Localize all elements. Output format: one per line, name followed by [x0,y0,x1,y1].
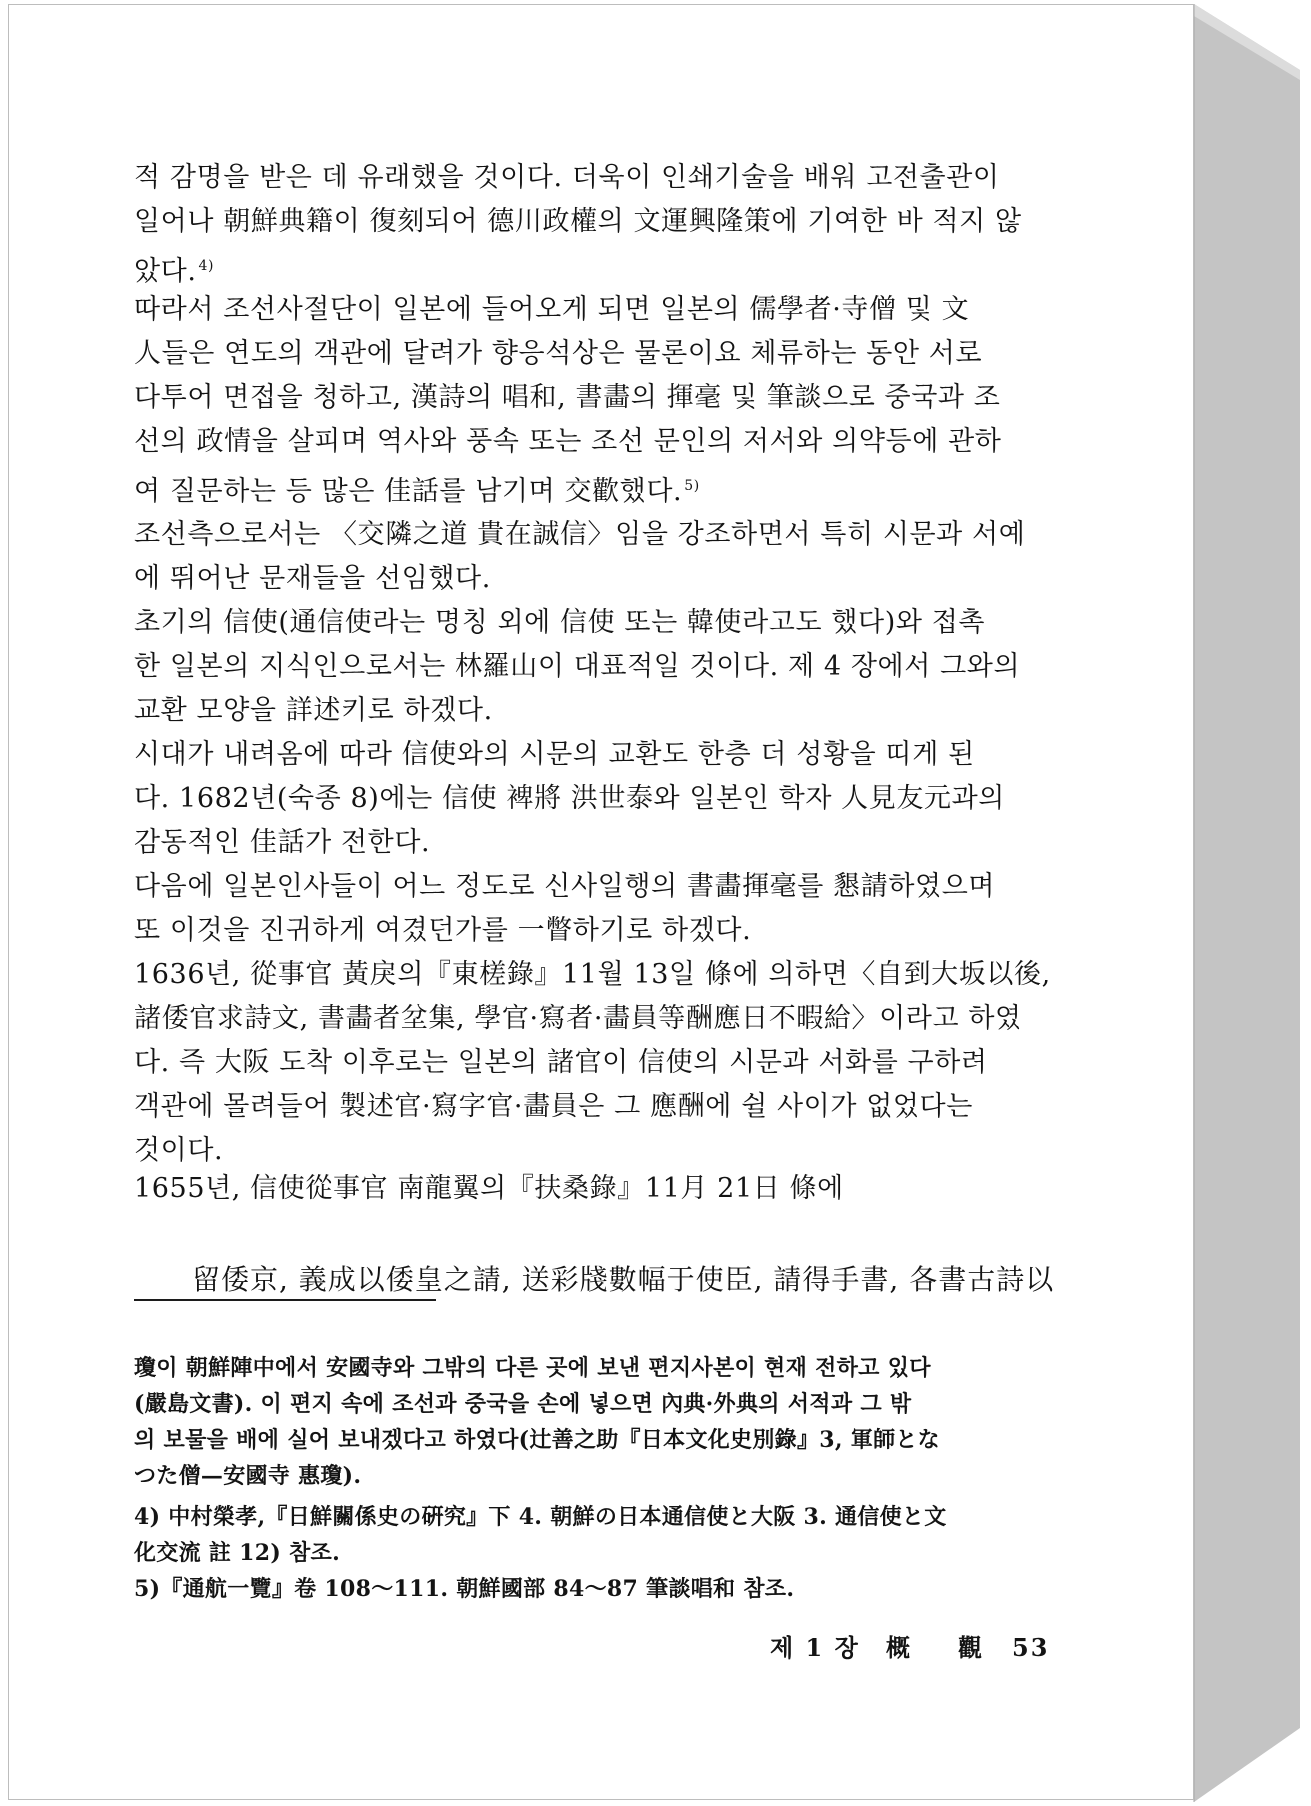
body-line-8: 여 질문하는 등 많은 佳話를 남기며 交歡했다. $^{5)}$ [134,476,700,507]
quotation-line: 留倭京, 義成以倭皇之請, 送彩牋數幅于使臣, 請得手書, 各書古詩以 [192,1263,1055,1296]
body-line-5: 人들은 연도의 객관에 달려가 향응석상은 물론이요 체류하는 동안 서로 [134,338,983,369]
body-line-14: 시대가 내려옴에 따라 信使와의 시문의 교환도 한층 더 성황을 띠게 된 [134,739,975,770]
body-line-13: 교환 모양을 詳述키로 하겠다. [134,695,493,726]
body-line-21: 다. 즉 大阪 도착 이후로는 일본의 諸官이 信使의 시문과 서화를 구하려 [134,1047,988,1078]
running-footer-chapter: 제 1 장 [770,1633,860,1662]
footnote-5: 5)『通航一覽』卷 108〜111. 朝鮮國部 84〜87 筆談唱和 참조. [134,1576,795,1602]
running-footer-title-2: 觀 [958,1633,984,1662]
body-line-19: 1636년, 從事官 黃戾의『東槎錄』11월 13일 條에 의하면〈自到大坂以後, [134,959,1051,990]
body-line-18: 또 이것을 진귀하게 여겼던가를 一瞥하기로 하겠다. [134,915,752,946]
page-number: 53 [1012,1633,1050,1662]
footnote-divider [134,1299,436,1301]
body-line-16: 감동적인 佳話가 전한다. [134,827,431,858]
body-line-6: 다투어 면접을 청하고, 漢詩의 唱和, 書畵의 揮毫 및 筆談으로 중국과 조 [134,382,1001,413]
body-line-4: 따라서 조선사절단이 일본에 들어오게 되면 일본의 儒學者·寺僧 및 文 [134,294,970,325]
body-line-24: 1655년, 信使從事官 南龍翼의『扶桑錄』11月 21日 條에 [134,1173,844,1204]
body-line-1: 적 감명을 받은 데 유래했을 것이다. 더욱이 인쇄기술을 배워 고전출관이 [134,162,1000,193]
body-line-17: 다음에 일본인사들이 어느 정도로 신사일행의 書畵揮毫를 懇請하였으며 [134,871,996,902]
footnote-4-continued: 化交流 註 12) 참조. [134,1540,341,1566]
body-line-7: 선의 政情을 살피며 역사와 풍속 또는 조선 문인의 저서와 의약등에 관하 [134,426,1002,457]
body-line-12: 한 일본의 지식인으로서는 林羅山이 대표적일 것이다. 제 4 장에서 그와의 [134,651,1021,682]
body-line-3: 았다. $^{4)}$ [134,256,215,287]
footnote-ref-5: 5) [684,478,700,494]
footnote-4: 4) 中村榮孝,『日鮮關係史の硏究』下 4. 朝鮮の日本通信使と大阪 3. 通信使と文 [134,1504,947,1530]
body-line-10: 에 뛰어난 문재들을 선임했다. [134,563,491,594]
body-line-15: 다. 1682년(숙종 8)에는 信使 裨將 洪世泰와 일본인 학자 人見友元과의 [134,783,1005,814]
footnote-line-1: 瓊이 朝鮮陣中에서 安國寺와 그밖의 다른 곳에 보낸 편지사본이 현재 전하고 있다 [134,1355,931,1381]
body-line-2: 일어나 朝鮮典籍이 復刻되어 德川政權의 文運興隆策에 기여한 바 적지 않 [134,206,1022,237]
footnote-line-3: 의 보물을 배에 실어 보내겠다고 하였다(辻善之助『日本文化史別錄』3, 軍師とな [134,1427,940,1453]
footnote-line-4: つた僧—安國寺 惠瓊). [134,1463,362,1489]
body-line-23: 것이다. [134,1135,224,1166]
body-line-9: 조선측으로서는 〈交隣之道 貴在誠信〉임을 강조하면서 특히 시문과 서예 [134,519,1026,550]
body-line-11: 초기의 信使(通信使라는 명칭 외에 信使 또는 韓使라고도 했다)와 접촉 [134,607,986,638]
running-footer-title-1: 概 [886,1633,912,1662]
footnote-ref-4: 4) [198,258,215,274]
footnote-line-2: (嚴島文書). 이 편지 속에 조선과 중국을 손에 넣으면 內典·外典의 서적과 그 밖 [134,1391,912,1417]
body-line-22: 객관에 몰려들어 製述官·寫字官·畵員은 그 應酬에 쉴 사이가 없었다는 [134,1091,973,1122]
body-line-20: 諸倭官求詩文, 書畵者坌集, 學官·寫者·畵員等酬應日不暇給〉이라고 하였 [134,1003,1022,1034]
